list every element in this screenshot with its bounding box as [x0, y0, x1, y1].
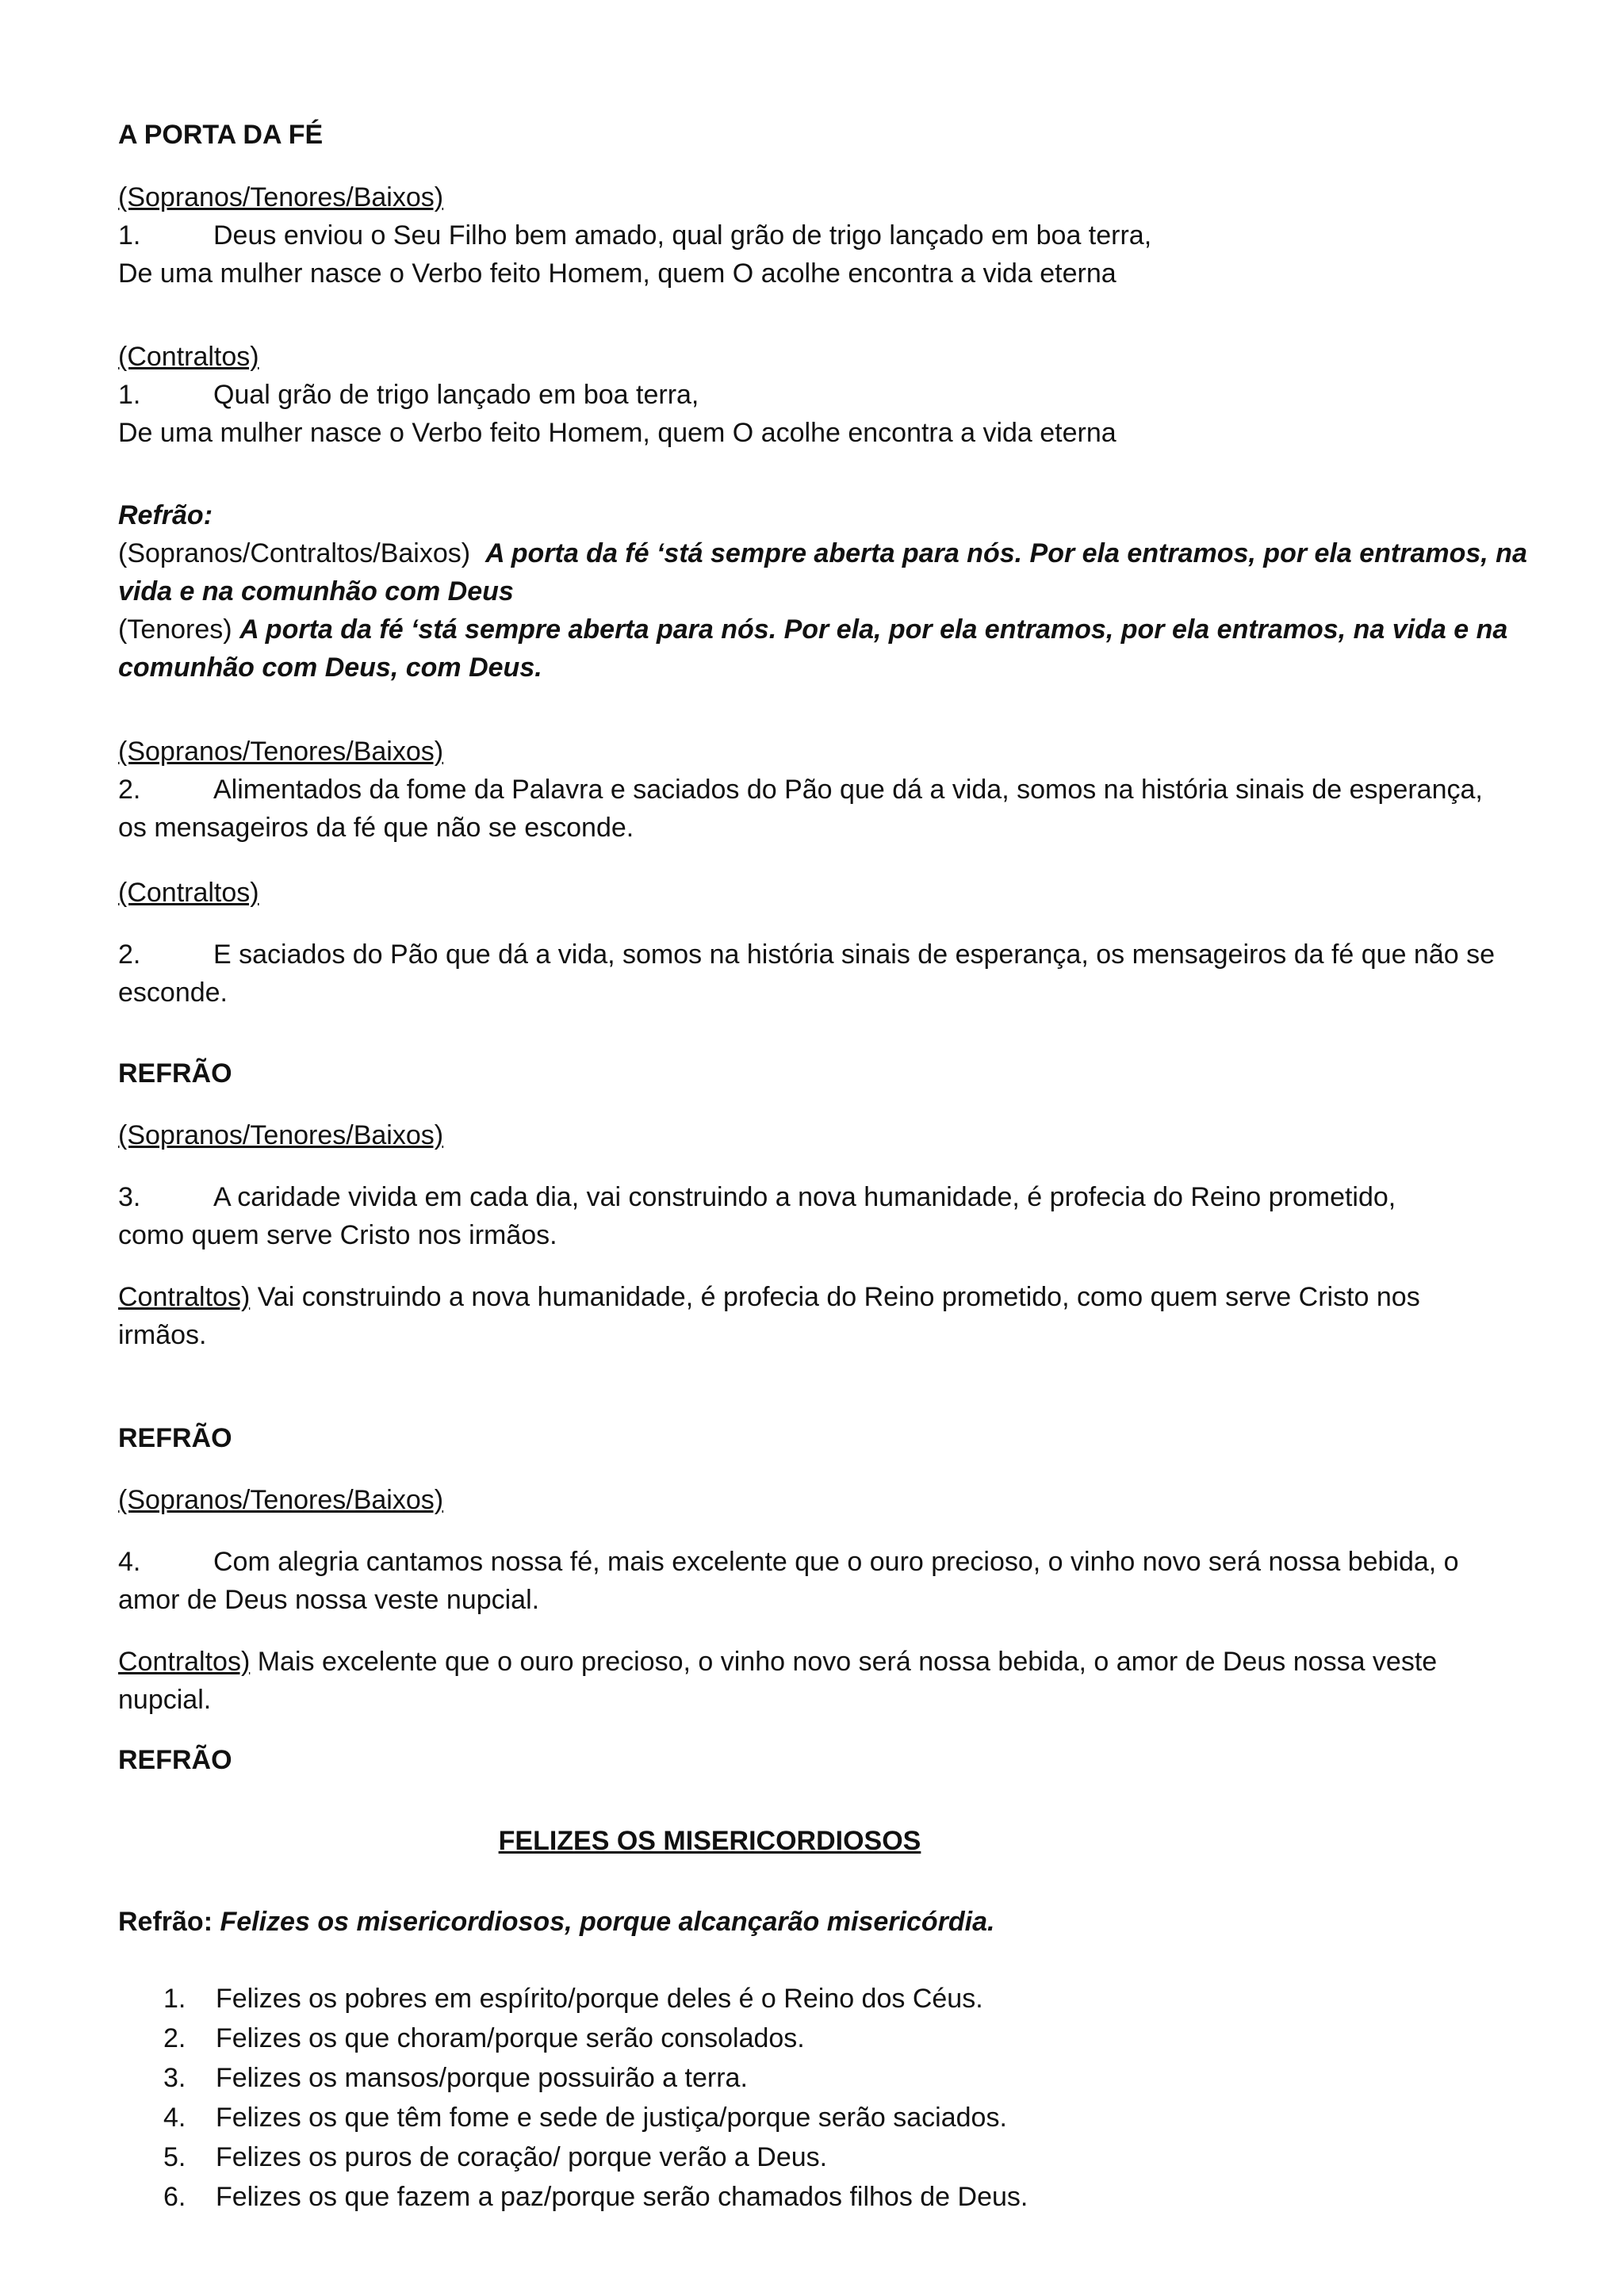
verse-line: [118, 216, 1530, 254]
verse-line: [118, 376, 1530, 414]
item-number: 2.: [163, 2023, 186, 2053]
voice-label: Contraltos): [118, 1647, 251, 1677]
verse-line: [118, 936, 1530, 974]
voice-label: (Sopranos/Tenores/Baixos): [118, 1485, 444, 1515]
voice-label: (Tenores): [118, 614, 232, 645]
refrain-text: A porta da fé ‘stá sempre aberta para nós. Por ela entramos, por ela entramos, na vida e na comunhão com Deus: [118, 538, 1527, 607]
refrain-part-a: [118, 534, 1530, 610]
voice-label: (Sopranos/Tenores/Baixos): [118, 1120, 444, 1150]
list-item: [163, 1979, 1511, 2019]
verse-number: 3.: [118, 1182, 141, 1212]
item-text: Felizes os que têm fome e sede de justiça/porque serão saciados.: [216, 2103, 1007, 2133]
item-number: 5.: [163, 2142, 186, 2172]
refrain-marker: REFRÃO: [118, 1745, 232, 1775]
verse-line: [118, 1178, 1530, 1216]
verse-number: 4.: [118, 1547, 141, 1577]
item-text: Felizes os pobres em espírito/porque deles é o Reino dos Céus.: [216, 1984, 983, 2014]
refrain-block: [118, 496, 1530, 687]
refrain-label: Refrão:: [118, 500, 213, 530]
verse-4-contraltos: [118, 1643, 1530, 1719]
verse-3-choir: [118, 1178, 1530, 1254]
refrain-marker: REFRÃO: [118, 1423, 232, 1453]
verse-line: irmãos.: [118, 1320, 207, 1350]
list-item: [163, 2098, 1511, 2137]
verse-number: 1.: [118, 380, 141, 410]
voice-label: (Sopranos/Contraltos/Baixos): [118, 538, 471, 568]
verse-text: E saciados do Pão que dá a vida, somos na história sinais de esperança, os mensageiros da fé que não se: [213, 939, 1496, 970]
verse-2-contraltos: [118, 936, 1530, 1012]
item-text: Felizes os puros de coração/ porque verão a Deus.: [216, 2142, 828, 2172]
refrain-text: A porta da fé ‘stá sempre aberta para nós. Por ela, por ela entramos, por ela entramos, na vida e na comunhão com Deus, com Deus.: [118, 614, 1508, 683]
voice-label: Contraltos): [118, 1282, 251, 1312]
refrain-label: Refrão:: [118, 1907, 213, 1937]
verse-text: Qual grão de trigo lançado em boa terra,: [213, 380, 699, 410]
verse-text: Com alegria cantamos nossa fé, mais excelente que o ouro precioso, o vinho novo será nossa bebida, o: [213, 1547, 1459, 1577]
verse-2-choir: [118, 733, 1530, 847]
verse-line: os mensageiros da fé que não se esconde.: [118, 813, 634, 843]
item-number: 1.: [163, 1984, 186, 2014]
verse-3-contraltos: [118, 1278, 1530, 1354]
refrain-part-b: [118, 610, 1530, 687]
list-item: [163, 2137, 1511, 2177]
beatitudes-list: [163, 1979, 1511, 2217]
refrain-text: Felizes os misericordiosos, porque alcançarão misericórdia.: [220, 1907, 995, 1937]
verse-line: [118, 771, 1530, 809]
item-text: Felizes os mansos/porque possuirão a terra.: [216, 2063, 748, 2093]
verse-text: Mais excelente que o ouro precioso, o vinho novo será nossa bebida, o amor de Deus nossa veste: [257, 1647, 1438, 1677]
list-item: [163, 2058, 1511, 2098]
verse-line: esconde.: [118, 978, 228, 1008]
verse-1-contraltos: [118, 338, 1530, 452]
verse-1-choir: [118, 178, 1530, 293]
item-number: 4.: [163, 2103, 186, 2133]
verse-number: 2.: [118, 775, 141, 805]
voice-label: (Sopranos/Tenores/Baixos): [118, 737, 444, 767]
song-title: FELIZES OS MISERICORDIOSOS: [498, 1826, 921, 1856]
list-item: [163, 2177, 1511, 2217]
verse-line: [118, 1543, 1530, 1581]
verse-text: Deus enviou o Seu Filho bem amado, qual grão de trigo lançado em boa terra,: [213, 220, 1152, 251]
verse-line: De uma mulher nasce o Verbo feito Homem, quem O acolhe encontra a vida eterna: [118, 418, 1116, 448]
item-text: Felizes os que choram/porque serão consolados.: [216, 2023, 805, 2053]
item-number: 3.: [163, 2063, 186, 2093]
verse-line: [118, 1278, 1530, 1316]
verse-4-choir: [118, 1543, 1530, 1619]
verse-line: amor de Deus nossa veste nupcial.: [118, 1585, 540, 1615]
verse-text: Vai construindo a nova humanidade, é profecia do Reino prometido, como quem serve Cristo nos: [257, 1282, 1420, 1312]
voice-label: (Contraltos): [118, 342, 259, 372]
voice-label: (Sopranos/Tenores/Baixos): [118, 182, 444, 212]
verse-line: [118, 1643, 1530, 1681]
song-title: A PORTA DA FÉ: [118, 120, 324, 150]
voice-label: (Contraltos): [118, 878, 259, 908]
item-text: Felizes os que fazem a paz/porque serão chamados filhos de Deus.: [216, 2182, 1028, 2212]
item-number: 6.: [163, 2182, 186, 2212]
verse-number: 1.: [118, 220, 141, 251]
verse-text: Alimentados da fome da Palavra e saciados do Pão que dá a vida, somos na história sinais de esperança,: [213, 775, 1483, 805]
list-item: [163, 2019, 1511, 2058]
verse-number: 2.: [118, 939, 141, 970]
refrain-line: [118, 1903, 1530, 1941]
verse-line: como quem serve Cristo nos irmãos.: [118, 1220, 557, 1250]
verse-text: A caridade vivida em cada dia, vai construindo a nova humanidade, é profecia do Reino prometido,: [213, 1182, 1396, 1212]
refrain-marker: REFRÃO: [118, 1058, 232, 1089]
verse-line: De uma mulher nasce o Verbo feito Homem, quem O acolhe encontra a vida eterna: [118, 258, 1116, 289]
verse-line: nupcial.: [118, 1685, 212, 1715]
